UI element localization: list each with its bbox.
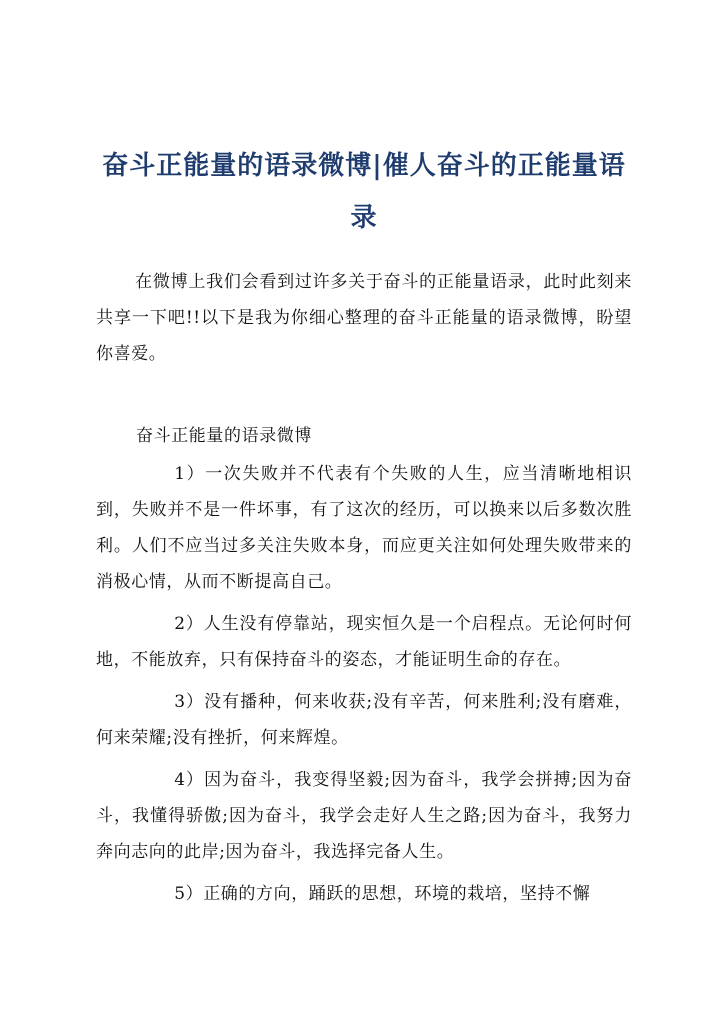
document-page (96, 140, 632, 918)
quote-list (96, 456, 632, 912)
list-item: 5）正确的方向，踊跃的思想，环境的栽培，坚持不懈 (174, 884, 591, 904)
intro-paragraph: 在微博上我们会看到过许多关于奋斗的正能量语录，此时此刻来共享一下吧!!以下是我为你细心整理的奋斗正能量的语录微博，盼望你喜爱。 (96, 272, 632, 364)
list-item: 1）一次失败并不代表有个失败的人生，应当清晰地相识到，失败并不是一件坏事，有了这次的经历，可以换来以后多数次胜利。人们不应当过多关注失败本身，而应更关注如何处理失败带来的消极心情，从而不断提高自己。 (96, 464, 632, 592)
section-heading: 奋斗正能量的语录微博 (136, 426, 312, 446)
page-title: 奋斗正能量的语录微博|催人奋斗的正能量语录 (102, 151, 626, 233)
list-item: 2）人生没有停靠站，现实恒久是一个启程点。无论何时何地，不能放弃，只有保持奋斗的姿态，才能证明生命的存在。 (96, 614, 632, 670)
list-item: 3）没有播种，何来收获;没有辛苦，何来胜利;没有磨难，何来荣耀;没有挫折，何来辉煌。 (96, 692, 632, 748)
list-item: 4）因为奋斗，我变得坚毅;因为奋斗，我学会拼搏;因为奋斗，我懂得骄傲;因为奋斗，我学会走好人生之路;因为奋斗，我努力奔向志向的此岸;因为奋斗，我选择完备人生。 (96, 770, 632, 862)
